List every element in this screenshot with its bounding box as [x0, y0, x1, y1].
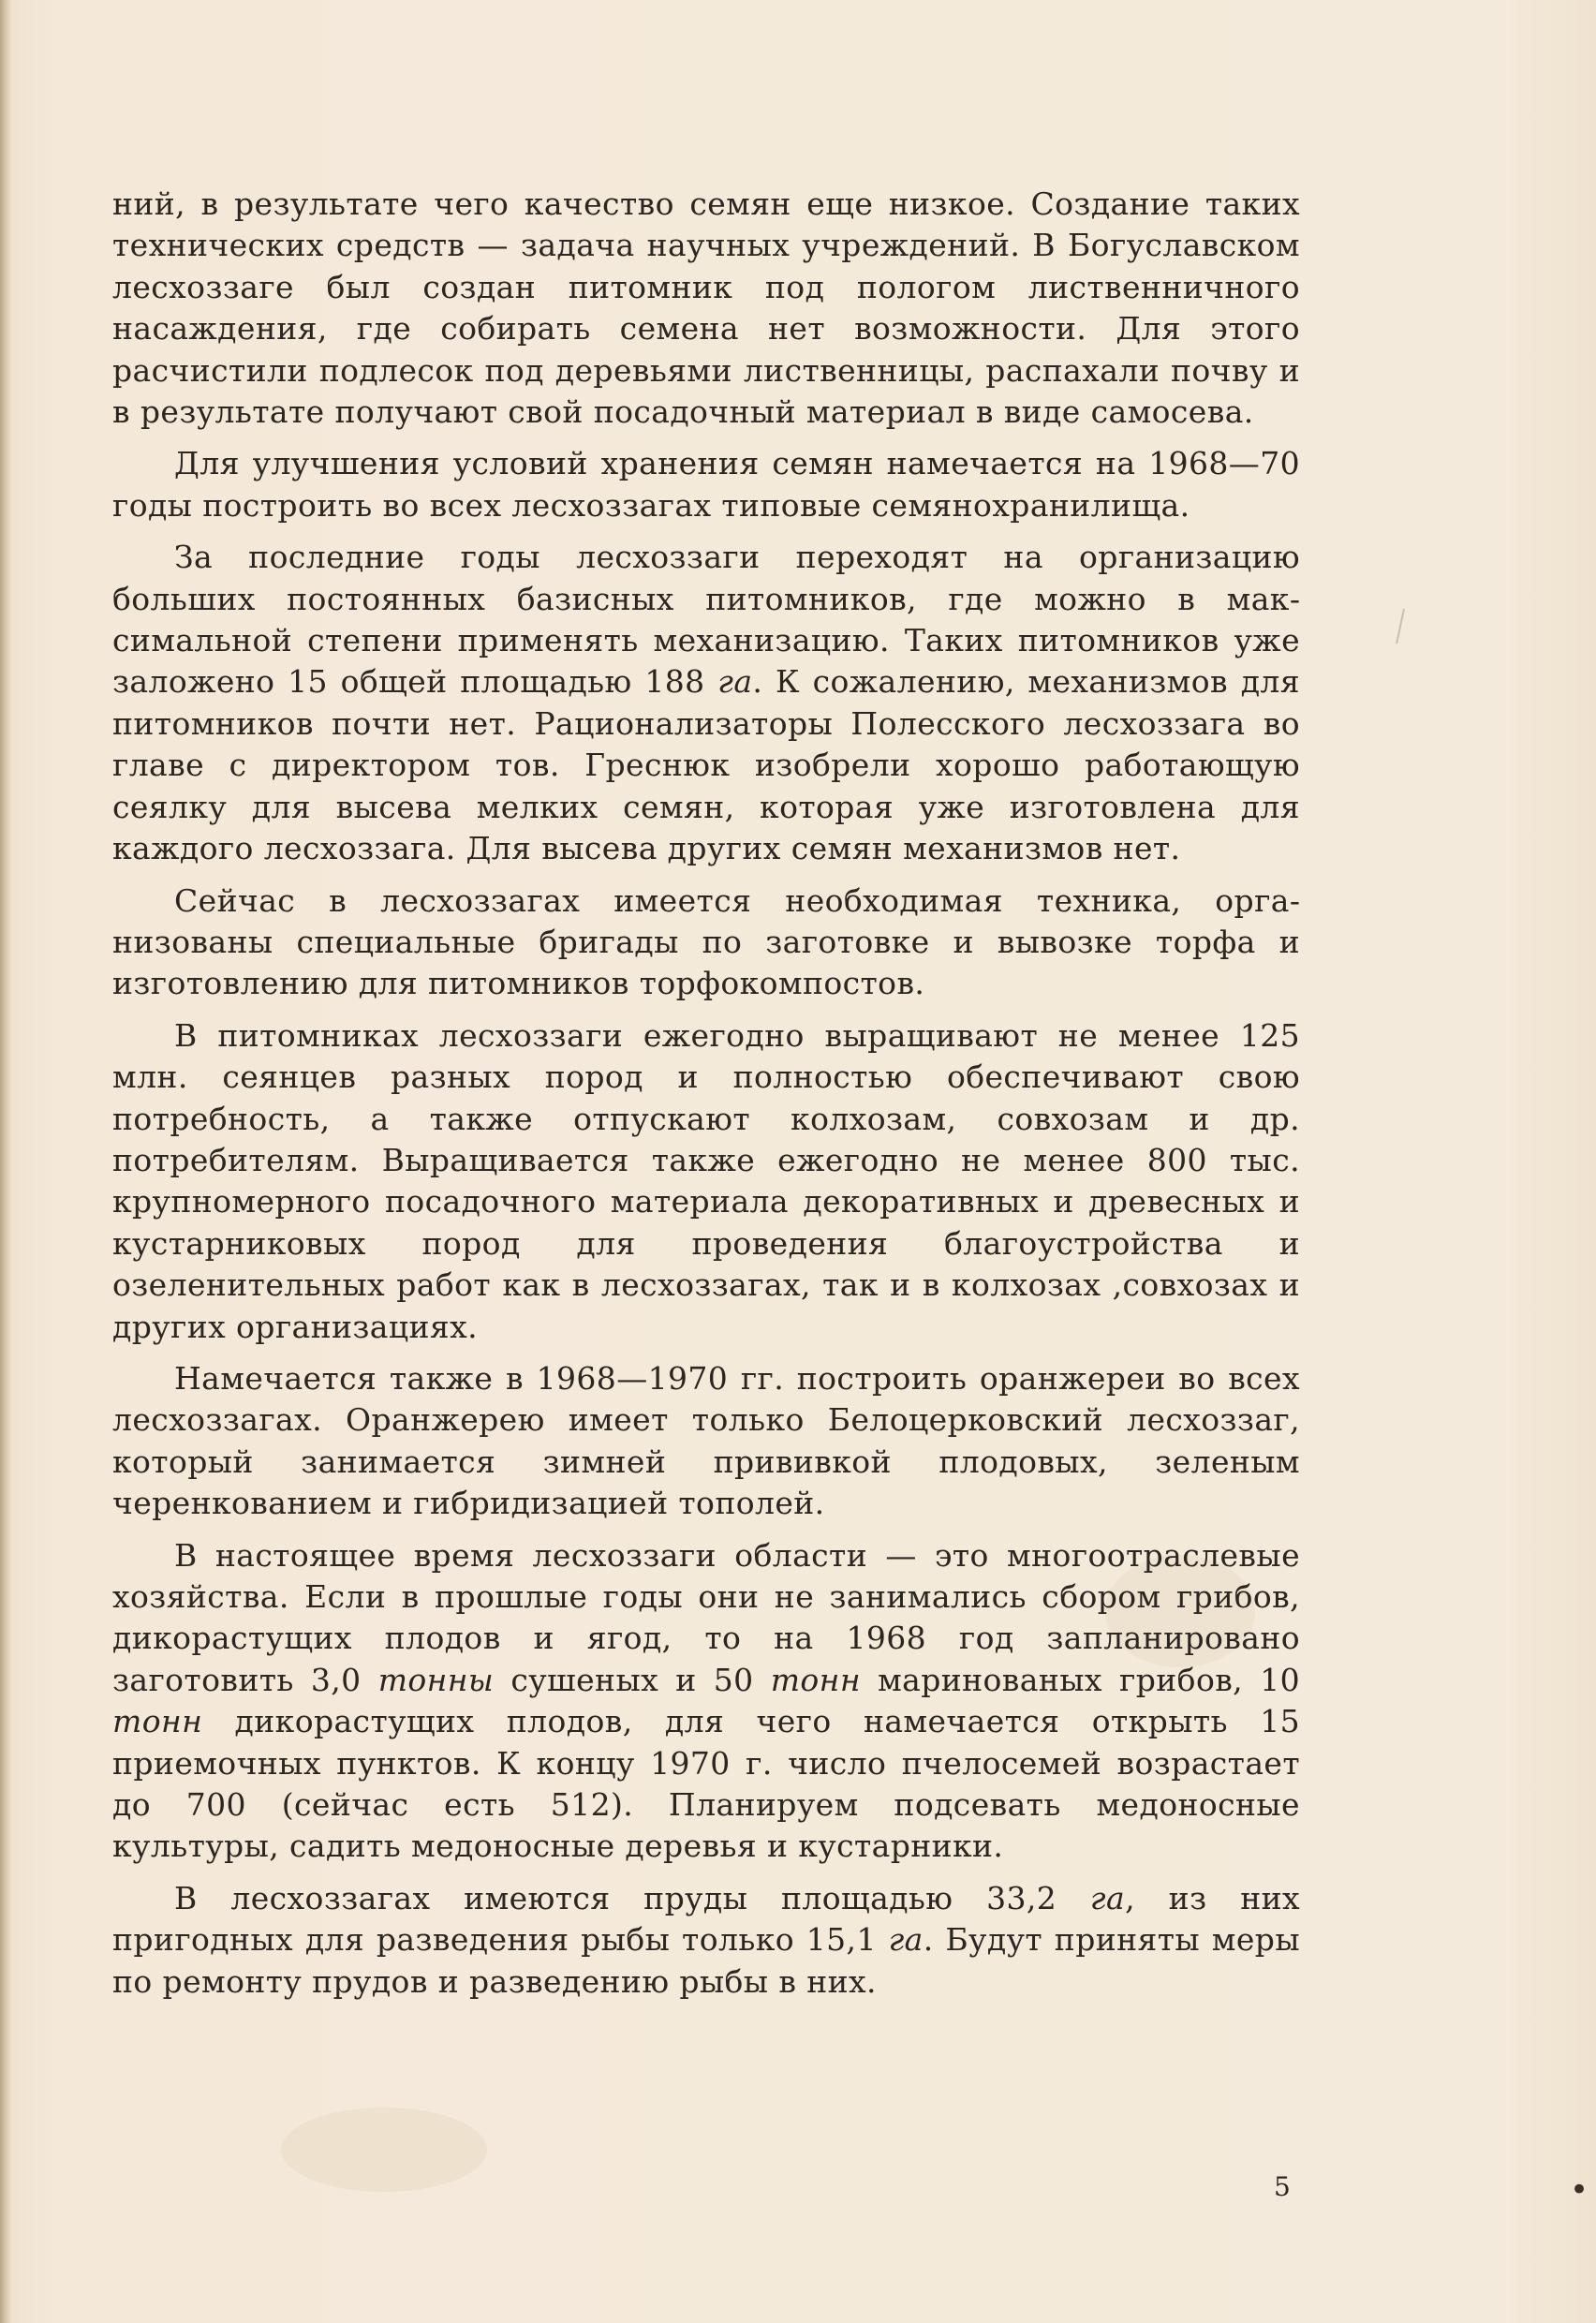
- paragraph-8: В лесхоззагах имеются пруды площадью 33,2 га, из них пригодных для разведения рыбы только 15,1 га. Будут приняты меры по ремонту прудов и разведению рыбы в них.: [112, 1879, 1300, 2000]
- margin-pencil-mark: [1396, 609, 1409, 644]
- paragraph-4: Сейчас в лесхоззагах имеется необходимая техника, организованы специальные бригады по заготовке и вывозке торфа и изготовлению для питомников торфокомпостов.: [112, 881, 1300, 1002]
- page-number: 5: [1274, 2171, 1291, 2202]
- paragraph-6: Намечается также в 1968—1970 гг. построить оранжереи во всех лесхоззагах. Оранжерею имеет только Белоцерковский лесхоззаг, который занимается зимней прививкой плодовых, зеленым черенкованием и гибридизацией тополей.: [112, 1359, 1300, 1522]
- paper-stain: [281, 2108, 487, 2192]
- paragraph-7: В настоящее время лесхоззаги области — это многоотраслевые хозяйства. Если в прошлые годы они не занимались сбором грибов, дикорастущих плодов и ягод, то на 1968 год запланировано заготовить 3,0 тонны сушеных и 50 тонн маринованых грибов, 10 тонн дикорастущих плодов, для чего намечается открыть 15 приемочных пунктов. К концу 1970 г. число пчелосемей возрастает до 700 (сейчас есть 512). Планируем подсевать медоносные культуры, садить медоносные деревья и кустарники.: [112, 1536, 1300, 1865]
- paragraph-2: Для улучшения условий хранения семян намечается на 1968—70 годы построить во всех лесхоззагах типовые семянохранилища.: [112, 445, 1300, 524]
- paragraph-3: За последние годы лесхоззаги переходят на организацию больших постоянных базисных питомников, где можно в максимальной степени применять механизацию. Таких питомников уже заложено 15 общей площадью 188 га. К сожалению, механизмов для питомников почти нет. Рационализаторы Полесского лесхоззага во главе с директором тов. Греснюк изобрели хорошо работающую сеялку для высева мелких семян, которая уже изготовлена для каждого лесхоззага. Для высева других семян механизмов нет.: [112, 539, 1300, 867]
- ink-speck: •: [1570, 2171, 1589, 2209]
- body-text: [112, 184, 1300, 2013]
- paragraph-5: В питомниках лесхоззаги ежегодно выращивают не менее 125 млн. сеянцев разных пород и полностью обеспечивают свою потребность, а также отпускают колхозам, совхозам и др. потребителям. Выращивается также ежегодно не менее 800 тыс. крупномерного посадочного материала декоративных и древесных и кустарниковых пород для проведения благоустройства и озеленительных работ как в лесхоззагах, так и в колхозах ,совхозах и других организациях.: [112, 1016, 1300, 1345]
- page-spine-shadow: [0, 0, 11, 2323]
- paragraph-1: ний, в результате чего качество семян еще низкое. Создание таких технических средств — задача научных учреждений. В Богуславском лесхоззаге был создан питомник под пологом лиственничного насаждения, где собирать семена нет возможности. Для этого расчистили подлесок под деревьями лиственницы, распахали почву и в результате получают свой посадочный материал в виде самосева.: [112, 185, 1300, 431]
